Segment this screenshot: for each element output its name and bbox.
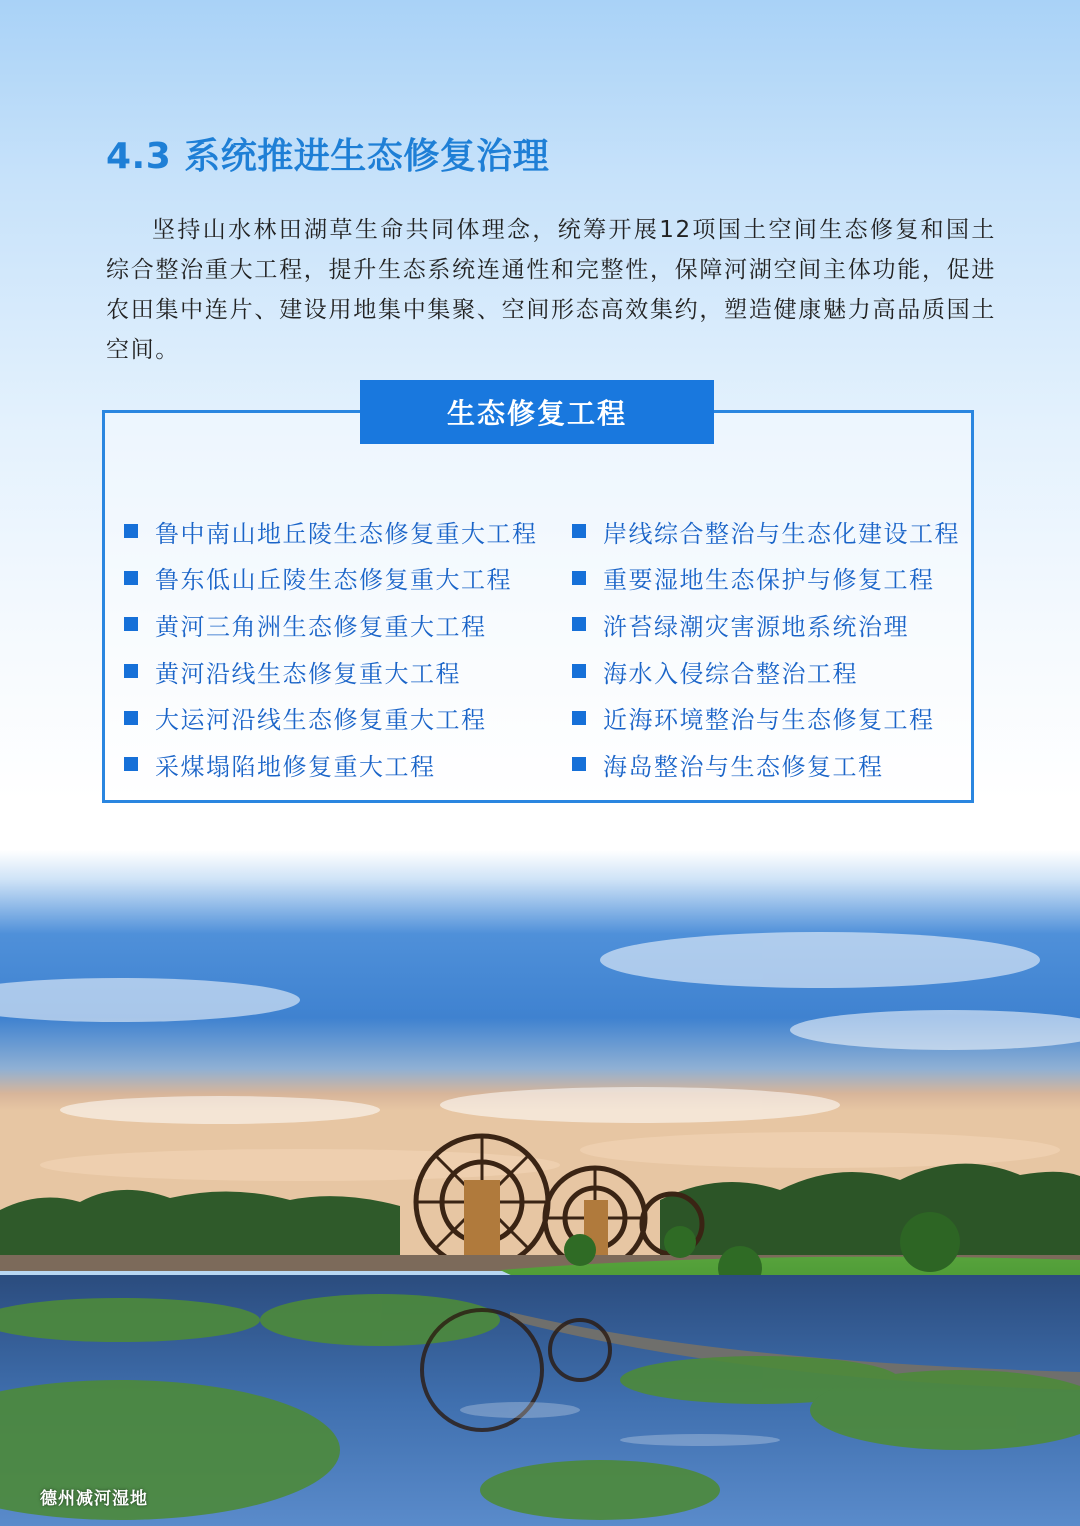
list-item [124,508,538,555]
list-item [572,508,960,555]
list-item-label: 岸线综合整治与生态化建设工程 [603,519,960,548]
list-item [124,648,538,695]
list-item [124,555,538,602]
list-item [124,694,538,741]
project-box-title: 生态修复工程 [360,380,714,444]
section-title: 4.3 系统推进生态修复治理 [106,136,550,177]
square-bullet-icon [572,617,586,631]
list-item-label: 黄河三角洲生态修复重大工程 [155,612,487,641]
list-item-label: 海水入侵综合整治工程 [603,659,858,688]
list-item [572,601,960,648]
square-bullet-icon [124,571,138,585]
list-item-label: 大运河沿线生态修复重大工程 [155,706,487,735]
list-item [572,648,960,695]
list-item [124,601,538,648]
list-item-label: 浒苔绿潮灾害源地系统治理 [603,612,909,641]
project-list-left [124,508,538,788]
list-item-label: 海岛整治与生态修复工程 [603,752,884,781]
square-bullet-icon [124,757,138,771]
square-bullet-icon [124,711,138,725]
list-item-label: 重要湿地生态保护与修复工程 [603,566,935,595]
square-bullet-icon [124,617,138,631]
square-bullet-icon [572,711,586,725]
list-item-label: 近海环境整治与生态修复工程 [603,706,935,735]
list-item-label: 鲁中南山地丘陵生态修复重大工程 [155,519,538,548]
photo-caption: 德州减河湿地 [40,1489,148,1509]
square-bullet-icon [572,757,586,771]
list-item-label: 采煤塌陷地修复重大工程 [155,752,436,781]
square-bullet-icon [572,571,586,585]
list-item [572,694,960,741]
list-item [124,741,538,788]
list-item-label: 黄河沿线生态修复重大工程 [155,659,461,688]
list-item [572,555,960,602]
project-list-right [572,508,960,788]
square-bullet-icon [572,524,586,538]
square-bullet-icon [124,524,138,538]
square-bullet-icon [124,664,138,678]
list-item-label: 鲁东低山丘陵生态修复重大工程 [155,566,512,595]
section-paragraph: 坚持山水林田湖草生命共同体理念，统筹开展12项国土空间生态修复和国土综合整治重大工程，提升生态系统连通性和完整性，保障河湖空间主体功能，促进农田集中连片、建设用地集中集聚、空间形态高效集约，塑造健康魅力高品质国土空间。 [106,217,996,363]
square-bullet-icon [572,664,586,678]
list-item [572,741,960,788]
wetland-photo [0,850,1080,1526]
